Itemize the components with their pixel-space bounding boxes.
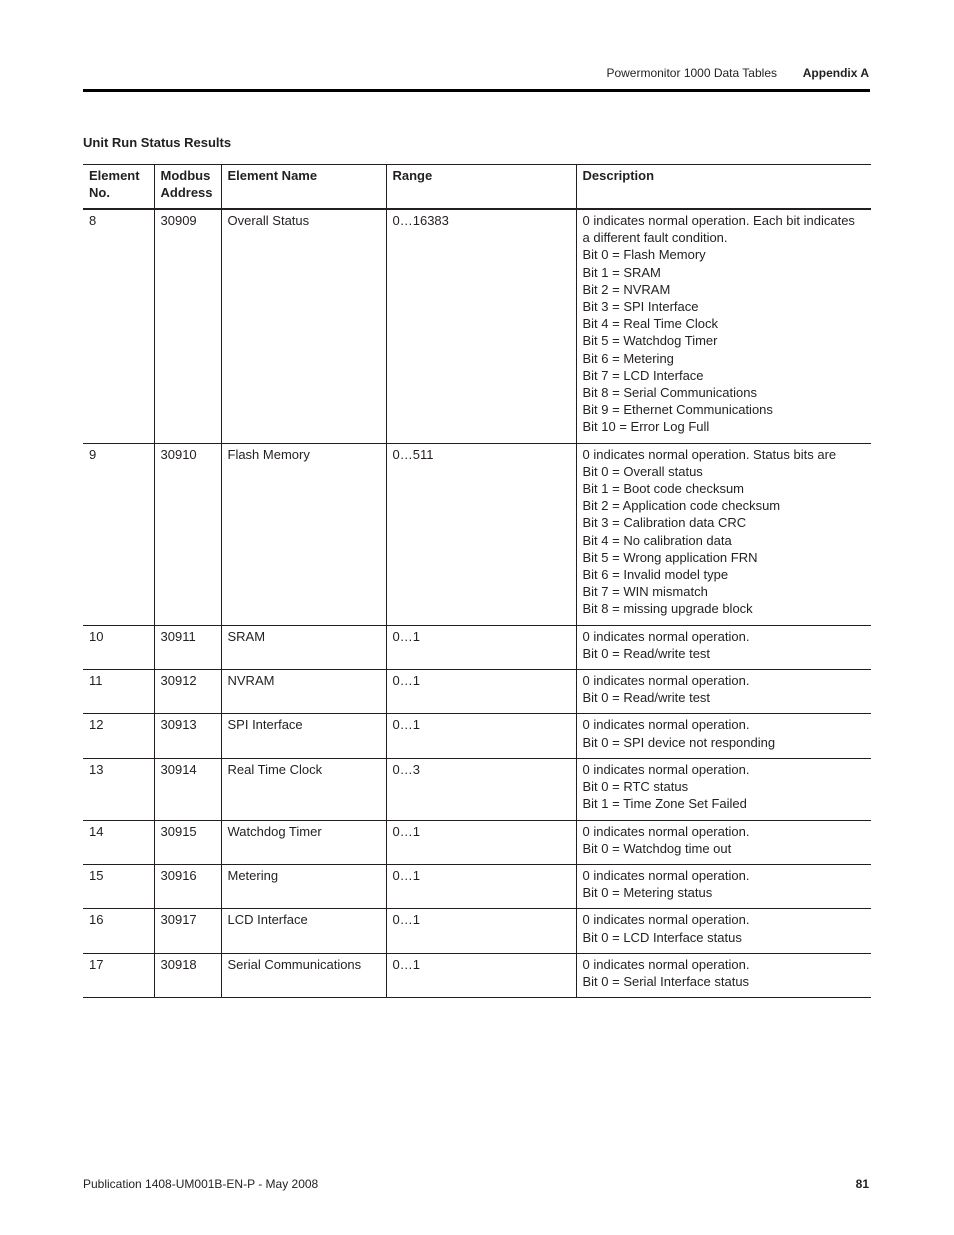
cell-element-name: Serial Communications (221, 953, 386, 997)
table-row (83, 625, 871, 669)
table-header-row (83, 165, 871, 210)
table-row (83, 864, 871, 908)
description-line: Bit 10 = Error Log Full (582, 419, 710, 435)
cell-description (576, 758, 871, 820)
cell-modbus-address: 30913 (154, 714, 221, 758)
description-line: Bit 4 = No calibration data (582, 532, 732, 548)
cell-range: 0…1 (386, 953, 576, 997)
description-line: Bit 0 = Read/write test (582, 690, 711, 706)
description-line: Bit 0 = RTC status (582, 779, 689, 795)
description-line: Bit 8 = Serial Communications (582, 385, 757, 401)
description-line: Bit 3 = Calibration data CRC (582, 515, 747, 531)
cell-element-name: NVRAM (221, 670, 386, 714)
description-line: Bit 2 = NVRAM (582, 281, 671, 297)
cell-description (576, 714, 871, 758)
description-line: Bit 6 = Metering (582, 350, 674, 366)
cell-element-no: 16 (83, 909, 154, 953)
cell-element-no: 12 (83, 714, 154, 758)
cell-modbus-address: 30910 (154, 443, 221, 625)
cell-element-no: 9 (83, 443, 154, 625)
cell-modbus-address: 30916 (154, 864, 221, 908)
table-row (83, 909, 871, 953)
description-line: 0 indicates normal operation. Each bit indicates a different fault condition. (582, 213, 855, 246)
cell-range: 0…16383 (386, 209, 576, 443)
cell-modbus-address: 30918 (154, 953, 221, 997)
cell-element-no: 8 (83, 209, 154, 443)
cell-description (576, 443, 871, 625)
cell-element-name: Watchdog Timer (221, 820, 386, 864)
description-line: Bit 0 = Watchdog time out (582, 840, 732, 856)
cell-element-name: Flash Memory (221, 443, 386, 625)
description-line: Bit 0 = Read/write test (582, 645, 711, 661)
description-line: Bit 0 = Overall status (582, 463, 703, 479)
cell-modbus-address: 30909 (154, 209, 221, 443)
cell-range: 0…1 (386, 909, 576, 953)
appendix-label: Appendix A (802, 66, 869, 80)
cell-range: 0…1 (386, 864, 576, 908)
cell-description (576, 953, 871, 997)
cell-range: 0…511 (386, 443, 576, 625)
cell-description (576, 670, 871, 714)
description-line: Bit 8 = missing upgrade block (582, 601, 753, 617)
description-line: Bit 1 = SRAM (582, 264, 661, 280)
description-line: 0 indicates normal operation. (582, 823, 750, 839)
cell-modbus-address: 30911 (154, 625, 221, 669)
cell-element-name: Overall Status (221, 209, 386, 443)
description-line: Bit 7 = WIN mismatch (582, 584, 708, 600)
description-line: Bit 9 = Ethernet Communications (582, 402, 773, 418)
column-header-modbus-address: Modbus Address (154, 165, 221, 210)
description-line: 0 indicates normal operation. (582, 867, 750, 883)
cell-description (576, 909, 871, 953)
description-line: Bit 6 = Invalid model type (582, 567, 729, 583)
cell-element-no: 15 (83, 864, 154, 908)
column-header-element-no: Element No. (83, 165, 154, 210)
cell-element-no: 13 (83, 758, 154, 820)
description-line: 0 indicates normal operation. (582, 912, 750, 928)
cell-description (576, 209, 871, 443)
cell-description (576, 820, 871, 864)
cell-range: 0…1 (386, 820, 576, 864)
description-line: Bit 7 = LCD Interface (582, 367, 704, 383)
description-line: Bit 1 = Boot code checksum (582, 481, 745, 497)
section-title: Unit Run Status Results (83, 135, 232, 150)
page-number: 81 (855, 1177, 869, 1191)
description-line: Bit 1 = Time Zone Set Failed (582, 796, 747, 812)
cell-element-no: 10 (83, 625, 154, 669)
table-row (83, 714, 871, 758)
cell-description (576, 625, 871, 669)
description-line: 0 indicates normal operation. (582, 761, 750, 777)
table-row (83, 443, 871, 625)
table-row (83, 670, 871, 714)
table-row (83, 953, 871, 997)
cell-element-name: SRAM (221, 625, 386, 669)
description-line: Bit 0 = Flash Memory (582, 247, 706, 263)
cell-range: 0…1 (386, 714, 576, 758)
cell-range: 0…1 (386, 670, 576, 714)
description-line: 0 indicates normal operation. (582, 956, 750, 972)
description-line: Bit 4 = Real Time Clock (582, 316, 718, 332)
description-line: Bit 0 = Serial Interface status (582, 973, 750, 989)
description-line: Bit 0 = SPI device not responding (582, 734, 776, 750)
unit-run-status-table (83, 164, 871, 998)
page-header (83, 66, 869, 84)
description-line: Bit 2 = Application code checksum (582, 498, 781, 514)
cell-range: 0…3 (386, 758, 576, 820)
cell-modbus-address: 30915 (154, 820, 221, 864)
cell-modbus-address: 30914 (154, 758, 221, 820)
column-header-element-name: Element Name (221, 165, 386, 210)
cell-element-no: 17 (83, 953, 154, 997)
cell-element-name: LCD Interface (221, 909, 386, 953)
cell-element-no: 11 (83, 670, 154, 714)
table-row (83, 820, 871, 864)
column-header-description: Description (576, 165, 871, 210)
cell-element-name: Metering (221, 864, 386, 908)
description-line: Bit 0 = Metering status (582, 885, 713, 901)
description-line: 0 indicates normal operation. (582, 673, 750, 689)
description-line: Bit 0 = LCD Interface status (582, 929, 742, 945)
description-line: Bit 5 = Wrong application FRN (582, 549, 758, 565)
cell-element-no: 14 (83, 820, 154, 864)
publication-info: Publication 1408-UM001B-EN-P - May 2008 (83, 1177, 319, 1191)
cell-description (576, 864, 871, 908)
cell-modbus-address: 30912 (154, 670, 221, 714)
document-title: Powermonitor 1000 Data Tables (606, 66, 777, 80)
description-line: Bit 5 = Watchdog Timer (582, 333, 718, 349)
table-row (83, 758, 871, 820)
description-line: 0 indicates normal operation. (582, 717, 750, 733)
cell-element-name: Real Time Clock (221, 758, 386, 820)
description-line: 0 indicates normal operation. Status bits are (582, 446, 837, 462)
description-line: 0 indicates normal operation. (582, 628, 750, 644)
table-row (83, 209, 871, 443)
header-rule (83, 89, 870, 92)
cell-range: 0…1 (386, 625, 576, 669)
cell-modbus-address: 30917 (154, 909, 221, 953)
column-header-range: Range (386, 165, 576, 210)
cell-element-name: SPI Interface (221, 714, 386, 758)
table-body (83, 209, 871, 998)
description-line: Bit 3 = SPI Interface (582, 299, 699, 315)
